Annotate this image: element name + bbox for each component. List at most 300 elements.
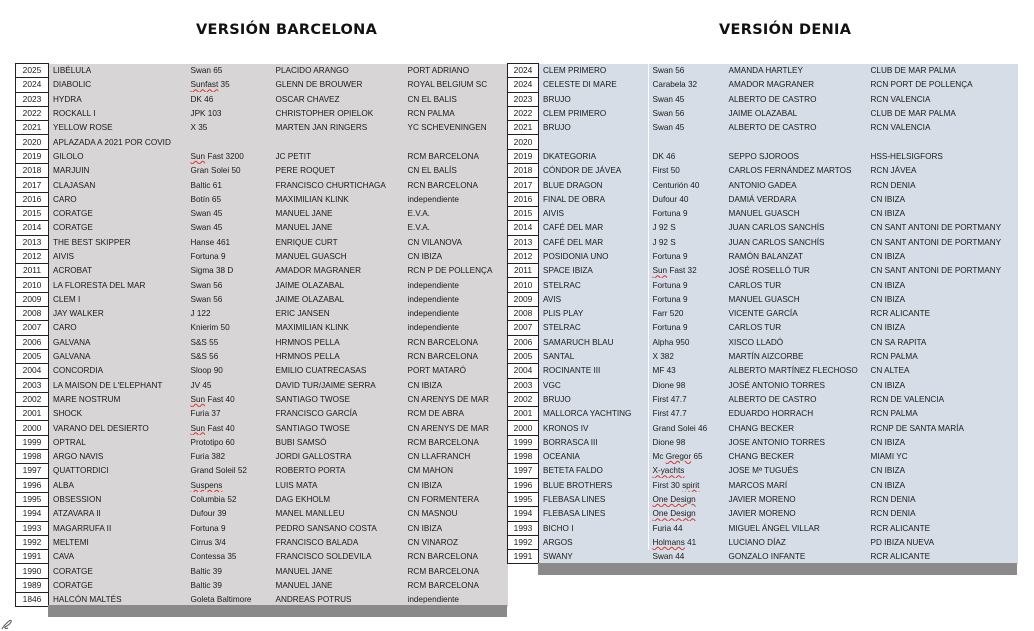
boat-cell: POSIDONIA UNO <box>539 249 649 263</box>
skipper-cell: RAMÓN BALANZAT <box>725 249 867 263</box>
boat-cell: KRONOS IV <box>539 421 649 435</box>
year-cell: 2006 <box>16 335 49 349</box>
skipper-cell: JAIME OLAZABAL <box>725 106 867 120</box>
skipper-cell: FRANCISCO CHURTICHAGA <box>272 178 404 192</box>
table-row <box>16 378 508 392</box>
boat-cell: THE BEST SKIPPER <box>49 235 187 249</box>
table-row <box>508 192 1018 206</box>
skipper-cell: ALBERTO DE CASTRO <box>725 392 867 406</box>
club-cell: CN IBIZA <box>867 378 1018 392</box>
club-cell: HSS-HELSIGFORS <box>867 149 1018 163</box>
club-cell: CN ALTEA <box>867 364 1018 378</box>
model-cell: First 47.7 <box>649 392 725 406</box>
skipper-cell: LUCIANO DÍAZ <box>725 535 867 549</box>
skipper-cell: MANUEL JANE <box>272 221 404 235</box>
model-cell: S&S 55 <box>187 335 272 349</box>
denia-title: VERSIÓN DENIA <box>719 22 852 38</box>
year-cell: 1996 <box>508 478 539 492</box>
spellcheck-mark: One Design <box>652 495 696 505</box>
model-cell: Baltic 39 <box>187 564 272 578</box>
model-cell: Fortuna 9 <box>649 292 725 306</box>
club-cell: PD IBIZA NUEVA <box>867 535 1018 549</box>
table-row <box>16 364 508 378</box>
club-cell: PORT ADRIANO <box>404 64 508 78</box>
table-row <box>508 235 1018 249</box>
club-cell: CN VILANOVA <box>404 235 508 249</box>
year-cell: 2007 <box>508 321 539 335</box>
club-cell: RCN PALMA <box>404 106 508 120</box>
year-cell: 2021 <box>16 121 49 135</box>
year-cell: 2016 <box>16 192 49 206</box>
table-row <box>508 335 1018 349</box>
table-row <box>16 521 508 535</box>
boat-cell: LIBÉLULA <box>49 64 187 78</box>
denia-footer-bar <box>538 563 1017 575</box>
skipper-cell: DAMIÁ VERDARA <box>725 192 867 206</box>
table-row <box>508 378 1018 392</box>
club-cell: MIAMI YC <box>867 450 1018 464</box>
boat-cell: STELRAC <box>539 321 649 335</box>
skipper-cell: SANTIAGO TWOSE <box>272 421 404 435</box>
club-cell: RCN PALMA <box>867 407 1018 421</box>
model-cell: JPK 103 <box>187 106 272 120</box>
model-cell: Columbia 52 <box>187 492 272 506</box>
table-row <box>16 492 508 506</box>
club-cell: RCNP DE SANTA MARÍA <box>867 421 1018 435</box>
skipper-cell: JAVIER MORENO <box>725 507 867 521</box>
year-cell: 2002 <box>16 392 49 406</box>
boat-cell: OCEANIA <box>539 450 649 464</box>
skipper-cell: FRANCISCO GARCÍA <box>272 407 404 421</box>
club-cell: CM MAHON <box>404 464 508 478</box>
spellcheck-mark: One Design <box>652 509 696 519</box>
model-cell: Swan 56 <box>187 292 272 306</box>
barcelona-footer-bar <box>48 605 507 617</box>
skipper-cell: JOSÉ ROSELLÓ TUR <box>725 264 867 278</box>
year-cell: 2021 <box>508 121 539 135</box>
year-cell: 1995 <box>508 492 539 506</box>
boat-cell: VGC <box>539 378 649 392</box>
year-cell: 2008 <box>16 307 49 321</box>
model-cell: J 122 <box>187 307 272 321</box>
spellcheck-mark: Sunfast <box>190 80 219 90</box>
club-cell: RCN BARCELONA <box>404 349 508 363</box>
club-cell: independiente <box>404 278 508 292</box>
skipper-cell: CHRISTOPHER OPIELOK <box>272 106 404 120</box>
boat-cell: JAY WALKER <box>49 307 187 321</box>
skipper-cell: AMADOR MAGRANER <box>272 264 404 278</box>
skipper-cell: JAIME OLAZABAL <box>272 278 404 292</box>
club-cell: CN IBIZA <box>867 192 1018 206</box>
year-cell: 2010 <box>508 278 539 292</box>
club-cell: CN IBIZA <box>404 478 508 492</box>
table-row <box>508 535 1018 549</box>
boat-cell: FINAL DE OBRA <box>539 192 649 206</box>
denia-table <box>507 63 1018 564</box>
boat-cell: GALVANA <box>49 335 187 349</box>
table-row <box>508 421 1018 435</box>
table-row <box>16 450 508 464</box>
skipper-cell: HRMNOS PELLA <box>272 349 404 363</box>
model-cell: Holmans 41 <box>649 535 725 549</box>
club-cell: RCN PALMA <box>867 349 1018 363</box>
skipper-cell <box>725 135 867 149</box>
club-cell: independiente <box>404 292 508 306</box>
model-cell: Swan 56 <box>187 278 272 292</box>
year-cell: 2013 <box>508 235 539 249</box>
boat-cell: BORRASCA III <box>539 435 649 449</box>
club-cell: RCN VALENCIA <box>867 121 1018 135</box>
table-row <box>16 178 508 192</box>
club-cell: RCR ALICANTE <box>867 550 1018 564</box>
boat-cell: HALCÓN MALTÉS <box>49 592 187 606</box>
table-row <box>508 221 1018 235</box>
model-cell: Furia 37 <box>187 407 272 421</box>
model-cell: Contessa 35 <box>187 550 272 564</box>
model-cell: Fortuna 9 <box>649 278 725 292</box>
model-cell: Hanse 461 <box>187 235 272 249</box>
skipper-cell: AMANDA HARTLEY <box>725 64 867 78</box>
table-row <box>508 149 1018 163</box>
skipper-cell: PERE ROQUET <box>272 164 404 178</box>
skipper-cell: ANTONIO GADEA <box>725 178 867 192</box>
spellcheck-mark: Suspens <box>190 480 223 490</box>
table-row <box>16 321 508 335</box>
boat-cell: ROCKALL I <box>49 106 187 120</box>
year-cell: 2014 <box>16 221 49 235</box>
table-row <box>508 407 1018 421</box>
table-row <box>508 450 1018 464</box>
model-cell: Swan 44 <box>649 550 725 564</box>
skipper-cell: JAIME OLAZABAL <box>272 292 404 306</box>
model-cell: Prototipo 60 <box>187 435 272 449</box>
club-cell: CN IBIZA <box>404 378 508 392</box>
club-cell: RCR ALICANTE <box>867 307 1018 321</box>
boat-cell: CLEM PRIMERO <box>539 64 649 78</box>
club-cell: RCM BARCELONA <box>404 149 508 163</box>
table-row <box>508 492 1018 506</box>
table-row <box>508 307 1018 321</box>
skipper-cell: CARLOS TUR <box>725 321 867 335</box>
table-row <box>508 92 1018 106</box>
boat-cell: FLEBASA LINES <box>539 507 649 521</box>
year-cell: 2013 <box>16 235 49 249</box>
table-row <box>508 278 1018 292</box>
boat-cell: BICHO I <box>539 521 649 535</box>
boat-cell: STELRAC <box>539 278 649 292</box>
table-row <box>508 521 1018 535</box>
club-cell: RCM BARCELONA <box>404 578 508 592</box>
skipper-cell: SEPPO SJOROOS <box>725 149 867 163</box>
table-row <box>16 464 508 478</box>
table-row <box>16 335 508 349</box>
model-cell: Swan 45 <box>649 92 725 106</box>
spellcheck-mark: spirit <box>682 480 700 490</box>
boat-cell: BLUE BROTHERS <box>539 478 649 492</box>
boat-cell: FLEBASA LINES <box>539 492 649 506</box>
skipper-cell: ERIC JANSEN <box>272 307 404 321</box>
table-row <box>508 78 1018 92</box>
skipper-cell: ALBERTO MARTÍNEZ FLECHOSO <box>725 364 867 378</box>
club-cell: CN ARENYS DE MAR <box>404 421 508 435</box>
table-row <box>508 64 1018 78</box>
year-cell: 2025 <box>16 64 49 78</box>
boat-cell: MARE NOSTRUM <box>49 392 187 406</box>
model-cell: Furia 382 <box>187 450 272 464</box>
skipper-cell: MANUEL GUASCH <box>725 292 867 306</box>
model-cell: Fortuna 9 <box>649 321 725 335</box>
table-row <box>16 135 508 149</box>
table-row <box>508 178 1018 192</box>
year-cell: 2023 <box>16 92 49 106</box>
skipper-cell: JC PETIT <box>272 149 404 163</box>
year-cell: 2006 <box>508 335 539 349</box>
club-cell: RCN PORT DE POLLENÇA <box>867 78 1018 92</box>
year-cell: 1999 <box>508 435 539 449</box>
year-cell: 2024 <box>508 64 539 78</box>
model-cell: DK 46 <box>187 92 272 106</box>
skipper-cell: XISCO LLADÓ <box>725 335 867 349</box>
boat-cell: CARO <box>49 192 187 206</box>
boat-cell: QUATTORDICI <box>49 464 187 478</box>
spellcheck-mark: X-yachts <box>652 466 685 476</box>
boat-cell: SWANY <box>539 550 649 564</box>
skipper-cell: JORDI GALLOSTRA <box>272 450 404 464</box>
club-cell: RCN BARCELONA <box>404 335 508 349</box>
club-cell: CN IBIZA <box>867 278 1018 292</box>
spellcheck-mark: Sun <box>190 151 206 161</box>
club-cell: CN ARENYS DE MAR <box>404 392 508 406</box>
boat-cell: CLEM I <box>49 292 187 306</box>
table-row <box>16 278 508 292</box>
year-cell: 1991 <box>16 550 49 564</box>
model-cell: Swan 45 <box>649 121 725 135</box>
year-cell: 2004 <box>508 364 539 378</box>
table-row <box>508 364 1018 378</box>
table-row <box>16 121 508 135</box>
club-cell: CN MASNOU <box>404 507 508 521</box>
year-cell: 2000 <box>508 421 539 435</box>
table-row <box>16 221 508 235</box>
table-row <box>16 164 508 178</box>
year-cell: 2020 <box>16 135 49 149</box>
year-cell: 2001 <box>508 407 539 421</box>
table-row <box>16 192 508 206</box>
club-cell: independiente <box>404 192 508 206</box>
model-cell: S&S 56 <box>187 349 272 363</box>
model-cell: J 92 S <box>649 235 725 249</box>
model-cell <box>187 478 272 492</box>
skipper-cell: MANUEL JANE <box>272 564 404 578</box>
year-cell: 2015 <box>16 206 49 220</box>
year-cell: 2022 <box>16 106 49 120</box>
table-row <box>508 264 1018 278</box>
year-cell: 1991 <box>508 550 539 564</box>
table-row <box>508 550 1018 564</box>
boat-cell: CLAJASAN <box>49 178 187 192</box>
table-row <box>508 321 1018 335</box>
year-cell: 2008 <box>508 307 539 321</box>
table-row <box>508 164 1018 178</box>
club-cell: independiente <box>404 592 508 606</box>
model-cell: Centurión 40 <box>649 178 725 192</box>
boat-cell: CÓNDOR DE JÁVEA <box>539 164 649 178</box>
boat-cell: CAFÉ DEL MAR <box>539 221 649 235</box>
club-cell: CN SANT ANTONI DE PORTMANY <box>867 235 1018 249</box>
year-cell: 1992 <box>508 535 539 549</box>
model-cell: JV 45 <box>187 378 272 392</box>
table-row <box>16 106 508 120</box>
boat-cell: CORATGE <box>49 564 187 578</box>
club-cell: RCN BARCELONA <box>404 550 508 564</box>
boat-cell: APLAZADA A 2021 POR COVID <box>49 135 508 149</box>
club-cell: RCN P DE POLLENÇA <box>404 264 508 278</box>
year-cell: 2009 <box>16 292 49 306</box>
boat-cell: AIVIS <box>539 206 649 220</box>
year-cell: 2003 <box>508 378 539 392</box>
year-cell: 1993 <box>508 521 539 535</box>
table-row <box>508 206 1018 220</box>
club-cell: CN IBIZA <box>867 292 1018 306</box>
model-cell: Swan 45 <box>187 206 272 220</box>
table-row <box>508 507 1018 521</box>
year-cell: 2007 <box>16 321 49 335</box>
table-row <box>508 135 1018 149</box>
boat-cell: OPTRAL <box>49 435 187 449</box>
boat-cell: CONCORDIA <box>49 364 187 378</box>
model-cell: Dufour 40 <box>649 192 725 206</box>
model-cell: Sunfast 35 <box>187 78 272 92</box>
year-cell: 1990 <box>16 564 49 578</box>
skipper-cell: MIGUEL ÁNGEL VILLAR <box>725 521 867 535</box>
boat-cell: SANTAL <box>539 349 649 363</box>
club-cell: CN LLAFRANCH <box>404 450 508 464</box>
boat-cell: BRUJO <box>539 121 649 135</box>
boat-cell: CAVA <box>49 550 187 564</box>
model-cell: First 47.7 <box>649 407 725 421</box>
year-cell: 2024 <box>508 78 539 92</box>
boat-cell: MARJUIN <box>49 164 187 178</box>
skipper-cell: JAVIER MORENO <box>725 492 867 506</box>
club-cell: CN EL BALIS <box>404 92 508 106</box>
club-cell: RCN DENIA <box>867 178 1018 192</box>
model-cell: X 35 <box>187 121 272 135</box>
year-cell: 2022 <box>508 106 539 120</box>
year-cell: 2002 <box>508 392 539 406</box>
skipper-cell: CHANG BECKER <box>725 450 867 464</box>
club-cell: CLUB DE MAR PALMA <box>867 106 1018 120</box>
boat-cell: MAGARRUFA II <box>49 521 187 535</box>
club-cell: CN VINAROZ <box>404 535 508 549</box>
skipper-cell: FRANCISCO SOLDEVILA <box>272 550 404 564</box>
boat-cell: VARANO DEL DESIERTO <box>49 421 187 435</box>
year-cell: 1996 <box>16 478 49 492</box>
model-cell: Swan 65 <box>187 64 272 78</box>
boat-cell: SHOCK <box>49 407 187 421</box>
table-row <box>508 349 1018 363</box>
model-cell: Dione 98 <box>649 435 725 449</box>
club-cell: E.V.A. <box>404 206 508 220</box>
skipper-cell: AMADOR MAGRANER <box>725 78 867 92</box>
skipper-cell: DAVID TUR/JAIME SERRA <box>272 378 404 392</box>
club-cell: CN SA RAPITA <box>867 335 1018 349</box>
boat-cell: AIVIS <box>49 249 187 263</box>
skipper-cell: ALBERTO DE CASTRO <box>725 121 867 135</box>
year-cell: 2017 <box>508 178 539 192</box>
table-row <box>16 507 508 521</box>
boat-cell: GILOLO <box>49 149 187 163</box>
spellcheck-mark: Sun <box>190 423 206 433</box>
skipper-cell: MANUEL JANE <box>272 578 404 592</box>
club-cell: RCM BARCELONA <box>404 564 508 578</box>
model-cell: Fortuna 9 <box>187 521 272 535</box>
model-cell: First 50 <box>649 164 725 178</box>
model-cell: Dione 98 <box>649 378 725 392</box>
table-row <box>508 435 1018 449</box>
club-cell: RCN VALENCIA <box>867 92 1018 106</box>
table-row <box>508 249 1018 263</box>
boat-cell: DKATEGORIA <box>539 149 649 163</box>
boat-cell: LA FLORESTA DEL MAR <box>49 278 187 292</box>
table-row <box>16 264 508 278</box>
year-cell: 2017 <box>16 178 49 192</box>
year-cell: 1998 <box>508 450 539 464</box>
club-cell: CN SANT ANTONI DE PORTMANY <box>867 264 1018 278</box>
skipper-cell: JUAN CARLOS SANCHÍS <box>725 235 867 249</box>
year-cell: 2018 <box>508 164 539 178</box>
model-cell: DK 46 <box>649 149 725 163</box>
boat-cell: YELLOW ROSE <box>49 121 187 135</box>
boat-cell: ARGO NAVIS <box>49 450 187 464</box>
model-cell: Botín 65 <box>187 192 272 206</box>
skipper-cell: GONZALO INFANTE <box>725 550 867 564</box>
skipper-cell: GLENN DE BROUWER <box>272 78 404 92</box>
boat-cell: PLIS PLAY <box>539 307 649 321</box>
boat-cell: CAFÉ DEL MAR <box>539 235 649 249</box>
model-cell: Sigma 38 D <box>187 264 272 278</box>
spellcheck-mark: Gregor <box>665 452 692 462</box>
year-cell: 2005 <box>16 349 49 363</box>
skipper-cell: ALBERTO DE CASTRO <box>725 92 867 106</box>
year-cell: 1993 <box>16 521 49 535</box>
model-cell <box>649 492 725 506</box>
year-cell: 2020 <box>508 135 539 149</box>
year-cell: 1995 <box>16 492 49 506</box>
model-cell: Sun Fast 32 <box>649 264 725 278</box>
model-cell <box>649 464 725 478</box>
table-row <box>16 249 508 263</box>
club-cell: RCN JÁVEA <box>867 164 1018 178</box>
table-row <box>16 307 508 321</box>
barcelona-table <box>15 63 508 607</box>
year-cell: 2024 <box>16 78 49 92</box>
model-cell: Sloop 90 <box>187 364 272 378</box>
skipper-cell: PLACIDO ARANGO <box>272 64 404 78</box>
club-cell <box>867 135 1018 149</box>
table-row <box>16 435 508 449</box>
skipper-cell: JOSE Mª TUGUÉS <box>725 464 867 478</box>
year-cell: 2004 <box>16 364 49 378</box>
club-cell: RCR ALICANTE <box>867 521 1018 535</box>
club-cell: RCN DENIA <box>867 507 1018 521</box>
boat-cell: ACROBAT <box>49 264 187 278</box>
table-row <box>16 64 508 78</box>
year-cell: 1999 <box>16 435 49 449</box>
skipper-cell: MARCOS MARÍ <box>725 478 867 492</box>
spellcheck-mark: Sun <box>652 266 668 276</box>
year-cell: 2003 <box>16 378 49 392</box>
club-cell: YC SCHEVENINGEN <box>404 121 508 135</box>
